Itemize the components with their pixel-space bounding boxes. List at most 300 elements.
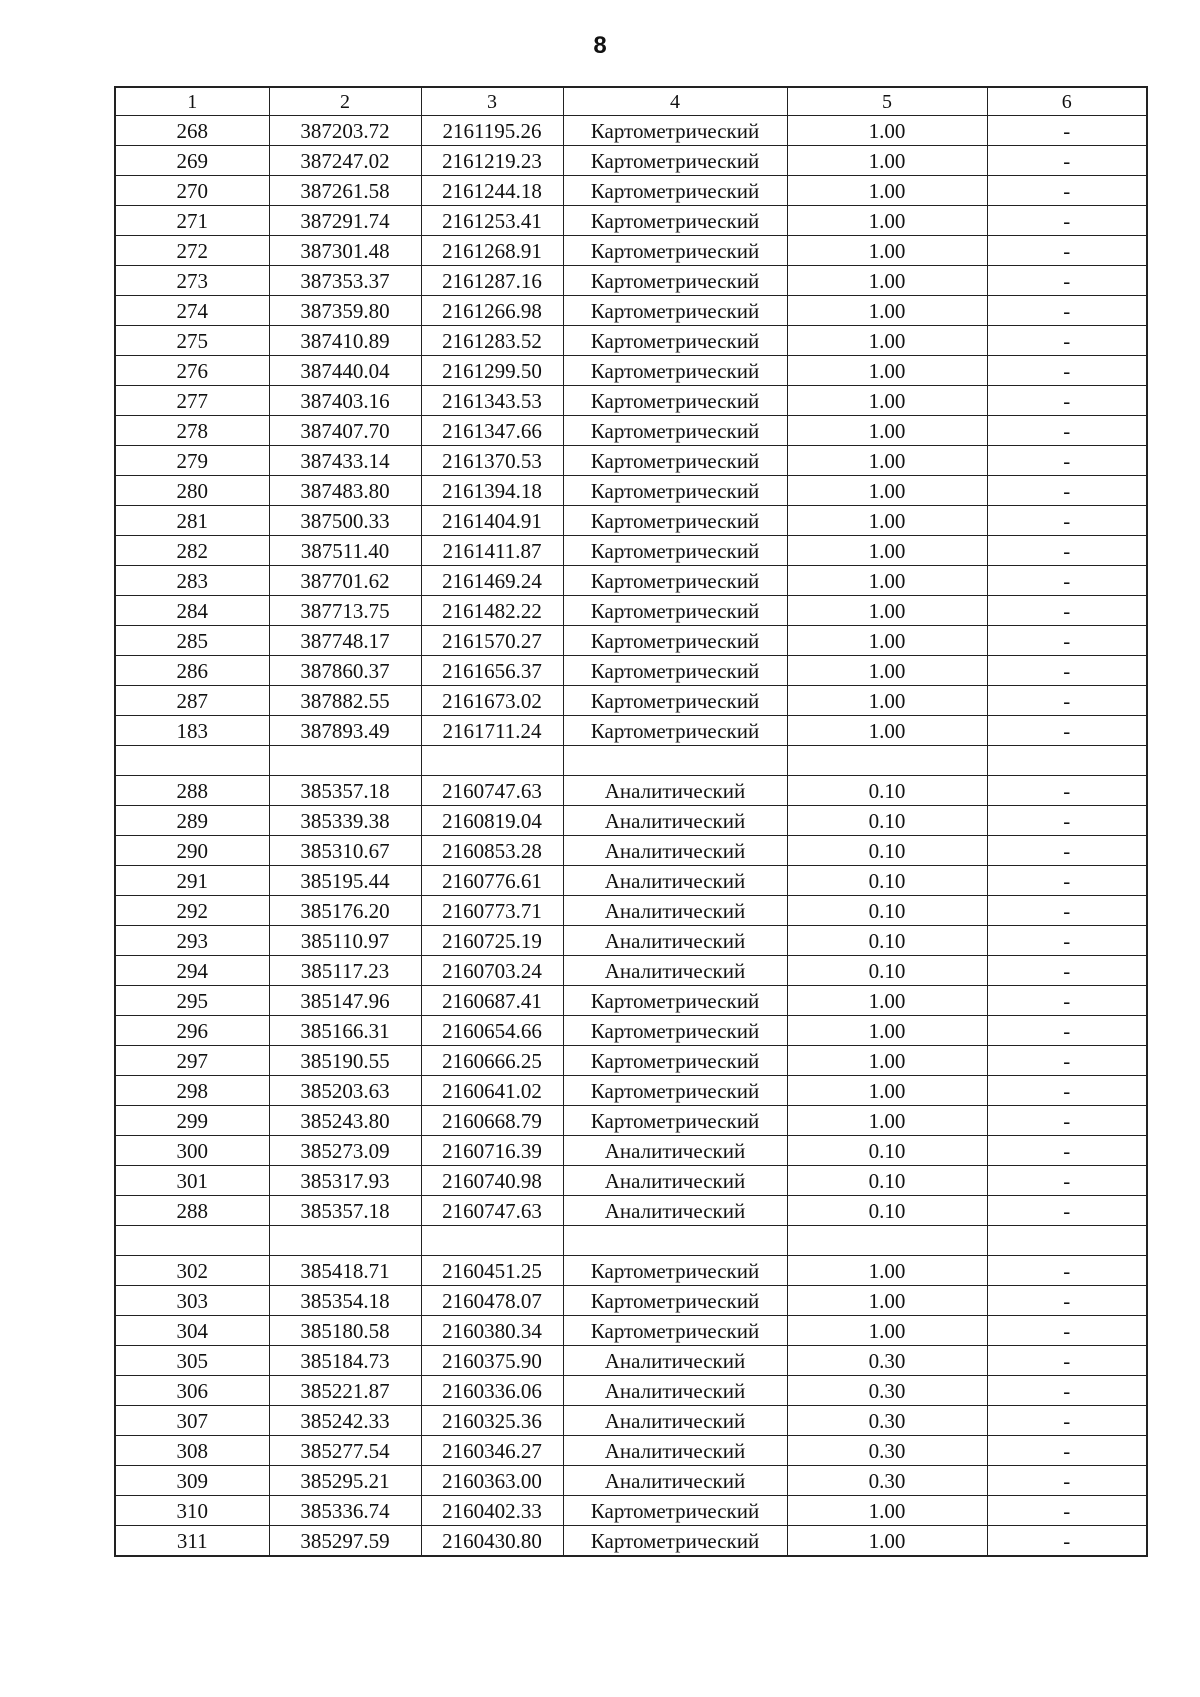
note-cell: - (987, 596, 1147, 626)
method-cell: Картометрический (563, 1316, 787, 1346)
table-row (115, 1286, 1147, 1316)
x-coordinate-cell: 385203.63 (269, 1076, 421, 1106)
method-cell: Аналитический (563, 866, 787, 896)
y-coordinate-cell: 2161283.52 (421, 326, 563, 356)
y-coordinate-cell: 2161343.53 (421, 386, 563, 416)
x-coordinate-cell: 385180.58 (269, 1316, 421, 1346)
method-cell: Картометрический (563, 206, 787, 236)
note-cell: - (987, 566, 1147, 596)
point-number-cell: 298 (115, 1076, 269, 1106)
method-cell: Аналитический (563, 1166, 787, 1196)
table-row (115, 1436, 1147, 1466)
table-row (115, 776, 1147, 806)
y-coordinate-cell: 2161287.16 (421, 266, 563, 296)
y-coordinate-cell: 2160819.04 (421, 806, 563, 836)
method-cell: Картометрический (563, 296, 787, 326)
accuracy-cell: 0.30 (787, 1376, 987, 1406)
accuracy-cell: 1.00 (787, 266, 987, 296)
table-row (115, 806, 1147, 836)
point-number-cell: 270 (115, 176, 269, 206)
x-coordinate-cell: 385243.80 (269, 1106, 421, 1136)
point-number-cell: 299 (115, 1106, 269, 1136)
table-row (115, 1376, 1147, 1406)
point-number-cell: 272 (115, 236, 269, 266)
method-cell: Картометрический (563, 1016, 787, 1046)
x-coordinate-cell: 387860.37 (269, 656, 421, 686)
y-coordinate-cell: 2160747.63 (421, 776, 563, 806)
x-coordinate-cell: 387301.48 (269, 236, 421, 266)
note-cell: - (987, 116, 1147, 146)
header-cell-3: 3 (421, 87, 563, 116)
note-cell: - (987, 1076, 1147, 1106)
point-number-cell: 278 (115, 416, 269, 446)
table-row (115, 746, 1147, 776)
coordinates-table (114, 86, 1148, 1557)
header-cell-5: 5 (787, 87, 987, 116)
accuracy-cell: 1.00 (787, 986, 987, 1016)
method-cell: Аналитический (563, 1136, 787, 1166)
accuracy-cell: 1.00 (787, 1016, 987, 1046)
note-cell: - (987, 1256, 1147, 1286)
table-row (115, 566, 1147, 596)
point-number-cell: 280 (115, 476, 269, 506)
table-row (115, 506, 1147, 536)
accuracy-cell: 1.00 (787, 1046, 987, 1076)
accuracy-cell: 0.30 (787, 1346, 987, 1376)
method-cell: Картометрический (563, 626, 787, 656)
y-coordinate-cell: 2160402.33 (421, 1496, 563, 1526)
method-cell: Картометрический (563, 986, 787, 1016)
note-cell: - (987, 446, 1147, 476)
method-cell: Картометрический (563, 356, 787, 386)
y-coordinate-cell: 2161266.98 (421, 296, 563, 326)
accuracy-cell: 0.10 (787, 926, 987, 956)
method-cell: Картометрический (563, 236, 787, 266)
accuracy-cell: 1.00 (787, 1526, 987, 1557)
x-coordinate-cell: 385277.54 (269, 1436, 421, 1466)
y-coordinate-cell: 2161404.91 (421, 506, 563, 536)
point-number-cell: 297 (115, 1046, 269, 1076)
y-coordinate-cell: 2160325.36 (421, 1406, 563, 1436)
accuracy-cell: 1.00 (787, 596, 987, 626)
y-coordinate-cell: 2160478.07 (421, 1286, 563, 1316)
note-cell: - (987, 1136, 1147, 1166)
x-coordinate-cell: 385297.59 (269, 1526, 421, 1557)
table-row (115, 356, 1147, 386)
y-coordinate-cell: 2160375.90 (421, 1346, 563, 1376)
x-coordinate-cell (269, 746, 421, 776)
point-number-cell: 284 (115, 596, 269, 626)
x-coordinate-cell: 385354.18 (269, 1286, 421, 1316)
accuracy-cell: 1.00 (787, 686, 987, 716)
table-row (115, 596, 1147, 626)
note-cell: - (987, 1046, 1147, 1076)
y-coordinate-cell: 2160346.27 (421, 1436, 563, 1466)
x-coordinate-cell: 387291.74 (269, 206, 421, 236)
x-coordinate-cell: 387407.70 (269, 416, 421, 446)
accuracy-cell: 1.00 (787, 716, 987, 746)
note-cell: - (987, 926, 1147, 956)
table-row (115, 836, 1147, 866)
y-coordinate-cell: 2160725.19 (421, 926, 563, 956)
note-cell: - (987, 806, 1147, 836)
point-number-cell: 287 (115, 686, 269, 716)
note-cell: - (987, 1406, 1147, 1436)
y-coordinate-cell: 2160668.79 (421, 1106, 563, 1136)
y-coordinate-cell: 2161673.02 (421, 686, 563, 716)
accuracy-cell: 0.10 (787, 836, 987, 866)
x-coordinate-cell: 385242.33 (269, 1406, 421, 1436)
x-coordinate-cell: 385273.09 (269, 1136, 421, 1166)
table-row (115, 716, 1147, 746)
method-cell: Картометрический (563, 326, 787, 356)
y-coordinate-cell (421, 1226, 563, 1256)
accuracy-cell: 1.00 (787, 386, 987, 416)
x-coordinate-cell: 387261.58 (269, 176, 421, 206)
x-coordinate-cell: 385195.44 (269, 866, 421, 896)
note-cell: - (987, 1316, 1147, 1346)
table-row (115, 1046, 1147, 1076)
note-cell: - (987, 416, 1147, 446)
note-cell: - (987, 386, 1147, 416)
y-coordinate-cell (421, 746, 563, 776)
table-row (115, 1136, 1147, 1166)
point-number-cell: 300 (115, 1136, 269, 1166)
point-number-cell: 303 (115, 1286, 269, 1316)
x-coordinate-cell: 385317.93 (269, 1166, 421, 1196)
method-cell: Аналитический (563, 1376, 787, 1406)
y-coordinate-cell: 2161244.18 (421, 176, 563, 206)
header-cell-6: 6 (987, 87, 1147, 116)
table-row (115, 206, 1147, 236)
y-coordinate-cell: 2161711.24 (421, 716, 563, 746)
x-coordinate-cell: 387882.55 (269, 686, 421, 716)
table-row (115, 1346, 1147, 1376)
table-body (115, 116, 1147, 1557)
table-row (115, 266, 1147, 296)
method-cell: Аналитический (563, 776, 787, 806)
table-row (115, 926, 1147, 956)
method-cell: Аналитический (563, 1406, 787, 1436)
accuracy-cell: 1.00 (787, 1316, 987, 1346)
x-coordinate-cell: 385176.20 (269, 896, 421, 926)
table-row (115, 1106, 1147, 1136)
x-coordinate-cell: 387359.80 (269, 296, 421, 326)
point-number-cell: 307 (115, 1406, 269, 1436)
x-coordinate-cell: 385310.67 (269, 836, 421, 866)
y-coordinate-cell: 2160380.34 (421, 1316, 563, 1346)
x-coordinate-cell: 387713.75 (269, 596, 421, 626)
accuracy-cell: 1.00 (787, 146, 987, 176)
x-coordinate-cell: 387748.17 (269, 626, 421, 656)
point-number-cell: 285 (115, 626, 269, 656)
table-row (115, 146, 1147, 176)
method-cell: Аналитический (563, 1466, 787, 1496)
accuracy-cell: 0.10 (787, 1136, 987, 1166)
table-row (115, 476, 1147, 506)
table-row (115, 656, 1147, 686)
method-cell: Аналитический (563, 896, 787, 926)
note-cell: - (987, 1196, 1147, 1226)
note-cell: - (987, 1466, 1147, 1496)
x-coordinate-cell: 385221.87 (269, 1376, 421, 1406)
accuracy-cell: 1.00 (787, 1256, 987, 1286)
x-coordinate-cell: 385166.31 (269, 1016, 421, 1046)
table-row (115, 176, 1147, 206)
y-coordinate-cell: 2160687.41 (421, 986, 563, 1016)
note-cell: - (987, 146, 1147, 176)
x-coordinate-cell: 387203.72 (269, 116, 421, 146)
accuracy-cell: 1.00 (787, 476, 987, 506)
x-coordinate-cell: 385336.74 (269, 1496, 421, 1526)
x-coordinate-cell: 385184.73 (269, 1346, 421, 1376)
header-cell-1: 1 (115, 87, 269, 116)
note-cell: - (987, 686, 1147, 716)
y-coordinate-cell: 2160363.00 (421, 1466, 563, 1496)
method-cell: Аналитический (563, 926, 787, 956)
x-coordinate-cell: 387440.04 (269, 356, 421, 386)
table-row (115, 1226, 1147, 1256)
note-cell: - (987, 836, 1147, 866)
accuracy-cell: 0.30 (787, 1436, 987, 1466)
table-row (115, 236, 1147, 266)
table-row (115, 896, 1147, 926)
table-row (115, 626, 1147, 656)
method-cell: Картометрический (563, 476, 787, 506)
table-row (115, 116, 1147, 146)
y-coordinate-cell: 2160336.06 (421, 1376, 563, 1406)
point-number-cell: 286 (115, 656, 269, 686)
point-number-cell: 273 (115, 266, 269, 296)
accuracy-cell: 1.00 (787, 1076, 987, 1106)
accuracy-cell: 0.10 (787, 896, 987, 926)
accuracy-cell: 1.00 (787, 326, 987, 356)
note-cell: - (987, 536, 1147, 566)
note-cell: - (987, 326, 1147, 356)
method-cell: Аналитический (563, 1346, 787, 1376)
point-number-cell: 282 (115, 536, 269, 566)
point-number-cell: 301 (115, 1166, 269, 1196)
note-cell: - (987, 1346, 1147, 1376)
x-coordinate-cell: 387410.89 (269, 326, 421, 356)
method-cell (563, 746, 787, 776)
table-row (115, 986, 1147, 1016)
point-number-cell (115, 1226, 269, 1256)
method-cell: Картометрический (563, 656, 787, 686)
note-cell: - (987, 896, 1147, 926)
page-number: 8 (593, 32, 607, 59)
accuracy-cell: 1.00 (787, 656, 987, 686)
point-number-cell: 294 (115, 956, 269, 986)
point-number-cell: 289 (115, 806, 269, 836)
accuracy-cell: 1.00 (787, 236, 987, 266)
method-cell: Картометрический (563, 716, 787, 746)
accuracy-cell: 0.30 (787, 1466, 987, 1496)
note-cell: - (987, 776, 1147, 806)
accuracy-cell: 1.00 (787, 1496, 987, 1526)
y-coordinate-cell: 2161469.24 (421, 566, 563, 596)
point-number-cell: 275 (115, 326, 269, 356)
point-number-cell: 304 (115, 1316, 269, 1346)
table-row (115, 1016, 1147, 1046)
point-number-cell: 291 (115, 866, 269, 896)
note-cell: - (987, 476, 1147, 506)
accuracy-cell: 1.00 (787, 296, 987, 326)
point-number-cell: 288 (115, 1196, 269, 1226)
table-row (115, 1466, 1147, 1496)
point-number-cell: 276 (115, 356, 269, 386)
y-coordinate-cell: 2161411.87 (421, 536, 563, 566)
method-cell: Картометрический (563, 416, 787, 446)
note-cell (987, 746, 1147, 776)
accuracy-cell: 1.00 (787, 446, 987, 476)
table-row (115, 296, 1147, 326)
note-cell: - (987, 296, 1147, 326)
table-row (115, 1256, 1147, 1286)
accuracy-cell: 1.00 (787, 1106, 987, 1136)
x-coordinate-cell: 387403.16 (269, 386, 421, 416)
note-cell: - (987, 1166, 1147, 1196)
method-cell: Картометрический (563, 1046, 787, 1076)
point-number-cell: 310 (115, 1496, 269, 1526)
accuracy-cell: 1.00 (787, 506, 987, 536)
note-cell: - (987, 1376, 1147, 1406)
accuracy-cell: 0.10 (787, 1166, 987, 1196)
y-coordinate-cell: 2161370.53 (421, 446, 563, 476)
method-cell (563, 1226, 787, 1256)
note-cell: - (987, 986, 1147, 1016)
accuracy-cell: 0.10 (787, 1196, 987, 1226)
method-cell: Картометрический (563, 1106, 787, 1136)
method-cell: Аналитический (563, 836, 787, 866)
point-number-cell: 302 (115, 1256, 269, 1286)
table-row (115, 1406, 1147, 1436)
table-row (115, 536, 1147, 566)
note-cell (987, 1226, 1147, 1256)
point-number-cell: 268 (115, 116, 269, 146)
table-row (115, 1316, 1147, 1346)
accuracy-cell: 0.10 (787, 866, 987, 896)
accuracy-cell: 1.00 (787, 1286, 987, 1316)
method-cell: Картометрический (563, 1496, 787, 1526)
note-cell: - (987, 506, 1147, 536)
method-cell: Картометрический (563, 176, 787, 206)
point-number-cell: 309 (115, 1466, 269, 1496)
accuracy-cell: 0.10 (787, 806, 987, 836)
accuracy-cell: 1.00 (787, 206, 987, 236)
x-coordinate-cell: 385357.18 (269, 1196, 421, 1226)
x-coordinate-cell: 387893.49 (269, 716, 421, 746)
point-number-cell: 277 (115, 386, 269, 416)
note-cell: - (987, 1106, 1147, 1136)
note-cell: - (987, 1436, 1147, 1466)
method-cell: Картометрический (563, 116, 787, 146)
point-number-cell: 296 (115, 1016, 269, 1046)
x-coordinate-cell: 385190.55 (269, 1046, 421, 1076)
x-coordinate-cell: 387500.33 (269, 506, 421, 536)
x-coordinate-cell: 387353.37 (269, 266, 421, 296)
point-number-cell: 306 (115, 1376, 269, 1406)
y-coordinate-cell: 2161394.18 (421, 476, 563, 506)
x-coordinate-cell: 387433.14 (269, 446, 421, 476)
x-coordinate-cell: 385110.97 (269, 926, 421, 956)
method-cell: Аналитический (563, 1196, 787, 1226)
y-coordinate-cell: 2161482.22 (421, 596, 563, 626)
header-cell-2: 2 (269, 87, 421, 116)
y-coordinate-cell: 2160654.66 (421, 1016, 563, 1046)
point-number-cell: 283 (115, 566, 269, 596)
method-cell: Картометрический (563, 1256, 787, 1286)
note-cell: - (987, 1496, 1147, 1526)
x-coordinate-cell (269, 1226, 421, 1256)
point-number-cell: 274 (115, 296, 269, 326)
method-cell: Аналитический (563, 806, 787, 836)
point-number-cell: 271 (115, 206, 269, 236)
point-number-cell: 288 (115, 776, 269, 806)
method-cell: Картометрический (563, 386, 787, 416)
method-cell: Картометрический (563, 1076, 787, 1106)
y-coordinate-cell: 2161219.23 (421, 146, 563, 176)
method-cell: Картометрический (563, 686, 787, 716)
method-cell: Картометрический (563, 1286, 787, 1316)
x-coordinate-cell: 385147.96 (269, 986, 421, 1016)
point-number-cell: 311 (115, 1526, 269, 1557)
y-coordinate-cell: 2161347.66 (421, 416, 563, 446)
accuracy-cell: 0.30 (787, 1406, 987, 1436)
y-coordinate-cell: 2160716.39 (421, 1136, 563, 1166)
x-coordinate-cell: 385357.18 (269, 776, 421, 806)
table-row (115, 416, 1147, 446)
y-coordinate-cell: 2160430.80 (421, 1526, 563, 1557)
point-number-cell (115, 746, 269, 776)
accuracy-cell: 0.10 (787, 776, 987, 806)
method-cell: Картометрический (563, 266, 787, 296)
method-cell: Картометрический (563, 506, 787, 536)
note-cell: - (987, 656, 1147, 686)
y-coordinate-cell: 2160853.28 (421, 836, 563, 866)
note-cell: - (987, 266, 1147, 296)
y-coordinate-cell: 2160641.02 (421, 1076, 563, 1106)
x-coordinate-cell: 387511.40 (269, 536, 421, 566)
y-coordinate-cell: 2160740.98 (421, 1166, 563, 1196)
table-row (115, 1076, 1147, 1106)
table-row (115, 866, 1147, 896)
note-cell: - (987, 236, 1147, 266)
accuracy-cell: 1.00 (787, 416, 987, 446)
table-row (115, 1526, 1147, 1557)
accuracy-cell (787, 1226, 987, 1256)
header-row (115, 87, 1147, 116)
point-number-cell: 281 (115, 506, 269, 536)
method-cell: Картометрический (563, 1526, 787, 1557)
accuracy-cell: 1.00 (787, 566, 987, 596)
point-number-cell: 305 (115, 1346, 269, 1376)
table-row (115, 1196, 1147, 1226)
method-cell: Картометрический (563, 596, 787, 626)
y-coordinate-cell: 2161253.41 (421, 206, 563, 236)
table-row (115, 686, 1147, 716)
x-coordinate-cell: 385117.23 (269, 956, 421, 986)
note-cell: - (987, 956, 1147, 986)
y-coordinate-cell: 2161299.50 (421, 356, 563, 386)
note-cell: - (987, 626, 1147, 656)
point-number-cell: 290 (115, 836, 269, 866)
note-cell: - (987, 176, 1147, 206)
table-row (115, 446, 1147, 476)
accuracy-cell: 1.00 (787, 536, 987, 566)
point-number-cell: 279 (115, 446, 269, 476)
method-cell: Картометрический (563, 146, 787, 176)
